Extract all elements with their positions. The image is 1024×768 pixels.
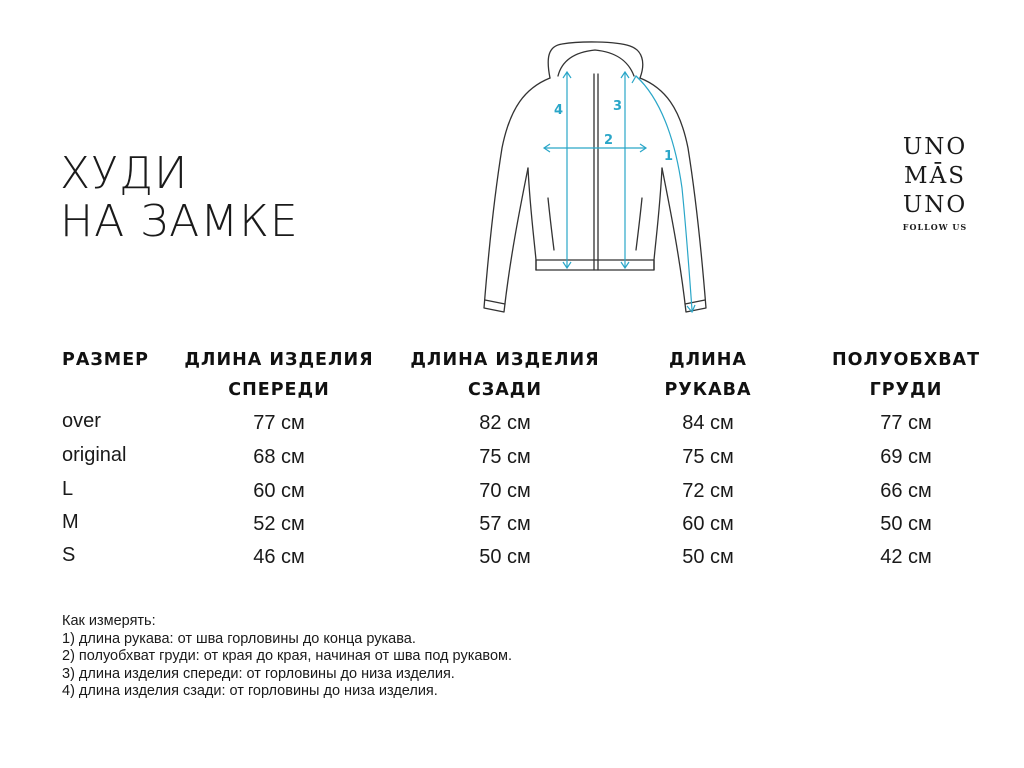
sleeve-length-cell: 75 см <box>682 446 734 468</box>
right-cuff <box>685 300 705 304</box>
half-chest-cell: 69 см <box>880 446 932 468</box>
left-pocket <box>548 198 554 250</box>
front-length-cell: 60 см <box>253 480 305 502</box>
right-sleeve <box>640 78 706 312</box>
logo-line-1: UNO <box>902 134 968 160</box>
body-right <box>654 168 662 270</box>
size-cell: M <box>62 511 79 533</box>
hood-outline <box>548 42 643 78</box>
logo-tagline: FOLLOW US <box>902 222 968 232</box>
measure-line-1 <box>636 76 692 310</box>
hoodie-measurement-diagram <box>470 38 730 328</box>
note-item: 2) полуобхват груди: от края до края, начиная от шва под рукавом. <box>62 648 513 664</box>
header-half-chest: ПОЛУОБХВАТ ГРУДИ <box>831 350 981 400</box>
zipper <box>594 74 598 270</box>
measure-label-1: 1 <box>664 149 674 164</box>
note-item: 1) длина рукава: от шва горловины до конца рукава. <box>62 630 416 647</box>
title-line-1: ХУДИ <box>60 148 189 199</box>
body-left <box>528 168 536 270</box>
back-length-cell: 57 см <box>479 513 531 535</box>
logo-line-2: MĀS <box>904 163 966 189</box>
measure-label-2: 2 <box>604 133 614 148</box>
back-length-cell: 50 см <box>479 546 531 568</box>
size-cell: L <box>62 478 74 500</box>
left-sleeve <box>484 78 550 312</box>
measure-label-4: 4 <box>554 103 564 118</box>
front-length-cell: 52 см <box>253 513 305 535</box>
notes-heading: Как измерять: <box>62 613 156 629</box>
hem <box>536 260 654 270</box>
half-chest-cell: 50 см <box>880 513 932 535</box>
size-cell: S <box>62 544 76 566</box>
sleeve-length-cell: 50 см <box>682 546 734 568</box>
sleeve-length-cell: 60 см <box>682 513 734 535</box>
header-front-length: ДЛИНА ИЗДЕЛИЯ СПЕРЕДИ <box>184 350 374 400</box>
brand-logo[interactable] <box>898 133 972 232</box>
page-title <box>60 150 299 246</box>
hood-inner <box>558 50 634 76</box>
header-back-length: ДЛИНА ИЗДЕЛИЯ СЗАДИ <box>410 350 600 400</box>
header-size: РАЗМЕР <box>62 350 149 370</box>
size-cell: original <box>62 444 127 466</box>
header-sleeve-length: ДЛИНА РУКАВА <box>664 350 752 400</box>
note-item: 4) длина изделия сзади: от горловины до низа изделия. <box>62 683 438 699</box>
size-cell: over <box>62 410 101 432</box>
title-line-2: НА ЗАМКЕ <box>60 196 299 247</box>
left-cuff <box>485 300 505 304</box>
front-length-cell: 77 см <box>253 412 305 434</box>
measurement-notes <box>62 613 512 701</box>
front-length-cell: 46 см <box>253 546 305 568</box>
front-length-cell: 68 см <box>253 446 305 468</box>
half-chest-cell: 77 см <box>880 412 932 434</box>
sleeve-length-cell: 84 см <box>682 412 734 434</box>
half-chest-cell: 66 см <box>880 480 932 502</box>
measure-arrows-1 <box>632 76 695 312</box>
note-item: 3) длина изделия спереди: от горловины до низа изделия. <box>62 665 455 682</box>
sleeve-length-cell: 72 см <box>682 480 734 502</box>
right-pocket <box>636 198 642 250</box>
logo-line-3: UNO <box>902 192 968 218</box>
back-length-cell: 70 см <box>479 480 531 502</box>
half-chest-cell: 42 см <box>880 546 932 568</box>
measure-label-3: 3 <box>613 99 623 114</box>
back-length-cell: 75 см <box>479 446 531 468</box>
back-length-cell: 82 см <box>479 412 531 434</box>
